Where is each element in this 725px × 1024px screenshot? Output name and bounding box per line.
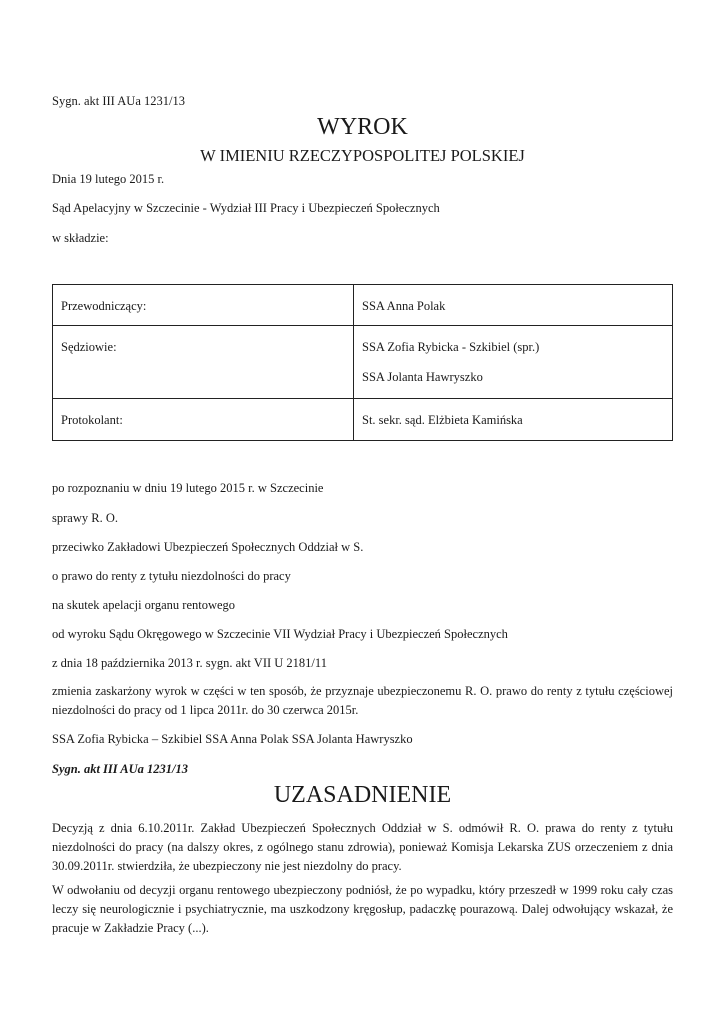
composition-names — [354, 285, 673, 326]
judgment-date: Dnia 19 lutego 2015 r. — [52, 172, 165, 186]
body-line: od wyroku Sądu Okręgowego w Szczecinie VII Wydział Pracy i Ubezpieczeń Społecznych — [52, 627, 508, 641]
ruling-paragraph: zmienia zaskarżony wyrok w części w ten sposób, że przyznaje ubezpieczonemu R. O. prawo do renty z tytułu częściowej niezdolności do pracy od 1 lipca 2011r. do 30 czerwca 2015r. — [52, 684, 673, 717]
document-subtitle: W IMIENIU RZECZYPOSPOLITEJ POLSKIEJ — [200, 146, 525, 165]
composition-role: Przewodniczący: — [53, 285, 354, 326]
composition-name: SSA Jolanta Hawryszko — [362, 370, 483, 384]
composition-role: Sędziowie: — [53, 326, 354, 399]
composition-table — [52, 284, 673, 441]
justification-title: UZASADNIENIE — [273, 782, 452, 808]
case-signature: Sygn. akt III AUa 1231/13 — [52, 94, 185, 108]
court-name: Sąd Apelacyjny w Szczecinie - Wydział III Pracy i Ubezpieczeń Społecznych — [52, 201, 440, 215]
body-line: po rozpoznaniu w dniu 19 lutego 2015 r. w Szczecinie — [52, 481, 324, 495]
body-line: przeciwko Zakładowi Ubezpieczeń Społecznych Oddział w S. — [52, 540, 364, 554]
composition-name: SSA Zofia Rybicka - Szkibiel (spr.) — [362, 340, 540, 354]
body-line: o prawo do renty z tytułu niezdolności do pracy — [52, 569, 291, 583]
composition-role: Protokolant: — [53, 399, 354, 441]
justification-paragraph: W odwołaniu od decyzji organu rentowego ubezpieczony podniósł, że po wypadku, który przeszedł w 1999 roku cały czas leczy się neurologicznie i psychiatrycznie, ma uszkodzony kręgosłup, padaczkę pourazową. Dalej odwołujący wskazał, że pracuje w Zakładzie Pracy (...). — [52, 883, 673, 935]
composition-names — [354, 326, 673, 399]
composition-name: St. sekr. sąd. Elżbieta Kamińska — [362, 413, 523, 427]
justification-paragraph: Decyzją z dnia 6.10.2011r. Zakład Ubezpieczeń Społecznych Oddział w S. odmówił R. O. prawa do renty z tytułu niezdolności do pracy (na dalszy okres, z ogólnego stanu zdrowia), ponieważ Komisja Lekarska ZUS orzeczeniem z dnia 30.09.2011r. stwierdziła, że ubezpieczony nie jest niezdolny do pracy. — [52, 821, 673, 873]
body-line: sprawy R. O. — [52, 511, 118, 525]
composition-name: SSA Anna Polak — [362, 299, 446, 313]
composition-row — [53, 285, 673, 326]
justification-signature: Sygn. akt III AUa 1231/13 — [52, 762, 189, 776]
composition-row — [53, 326, 673, 399]
composition-names — [354, 399, 673, 441]
body-line: z dnia 18 października 2013 r. sygn. akt VII U 2181/11 — [52, 656, 327, 670]
body-line: na skutek apelacji organu rentowego — [52, 598, 236, 612]
signatories: SSA Zofia Rybicka – Szkibiel SSA Anna Polak SSA Jolanta Hawryszko — [52, 732, 413, 746]
document-title: WYROK — [317, 114, 408, 140]
composition-intro: w składzie: — [52, 231, 109, 245]
composition-row — [53, 399, 673, 441]
